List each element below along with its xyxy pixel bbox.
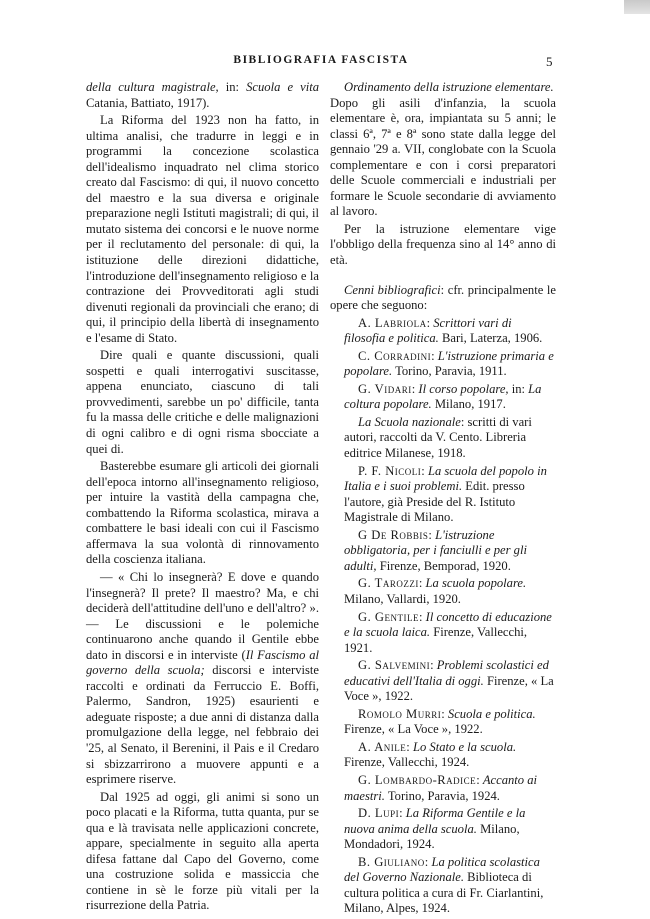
reference-title: Problemi scolastici ed educativi dell'Italia di oggi. [344, 658, 549, 688]
reference-author: A. Labriola [358, 315, 427, 330]
reference-title: La scuola del popolo in Italia e i suoi problemi. [344, 463, 547, 494]
reference-author: B. Giuliano [358, 854, 425, 869]
bibliography-entry: G. Lombardo-Radice: Accanto ai maestri. Torino, Paravia, 1924. [344, 772, 538, 803]
reference-author: C. Corradini [358, 348, 432, 363]
reference-publication: Milano, 1917. [431, 397, 506, 412]
reference-author: A. Anile [358, 739, 407, 754]
reference-author: G. Salvemini [358, 658, 431, 673]
reference-publication: Firenze, Vallecchi, 1921. [344, 625, 528, 655]
reference-title: La Riforma Gentile e la nuova anima della scuola. [344, 806, 526, 836]
paragraph-discussioni: Dire quali e quante discussioni, quali sospetti e quali interrogativi suscitasse, appena enunciato, ciascuno di tali provvedimenti, sarebbe un po' difficile, tanta fu la massa delle critiche e delle malignazioni di ogni calibro e di ogni risma sbocciate a quei di. [86, 348, 319, 456]
reference-title: L'istruzione primaria e popolare. [344, 348, 554, 379]
reference-author: D. Lupi [358, 806, 400, 821]
reference-publication: Firenze, « La Voce », 1922. [344, 722, 483, 737]
left-column [86, 80, 319, 916]
reference-title: La scuola popolare. [425, 576, 527, 591]
bibliography-intro: Cenni bibliografici: cfr. principalmente le opere che seguono: [330, 282, 556, 313]
reference-author: G. Vidari [358, 381, 412, 396]
reference-title: La politica scolastica del Governo Nazionale. [344, 854, 540, 885]
reference-title: Il corso popolare, [418, 381, 509, 396]
reference-publication: Milano, Vallardi, 1920. [344, 591, 461, 606]
reference-publication: Bari, Laterza, 1906. [438, 331, 543, 346]
page-edge-shadow [624, 0, 650, 14]
reference-title: Scrittori vari di filosofia e politica. [344, 315, 512, 346]
reference-author: P. F. Nicoli [358, 463, 422, 478]
bibliography-entry: C. Corradini: L'istruzione primaria e popolare. Torino, Paravia, 1911. [344, 348, 554, 379]
page-number: 5 [546, 54, 553, 69]
bibliography-entry: A. Anile: Lo Stato e la scuola. Firenze, Vallecchi, 1924. [344, 739, 517, 770]
bibliography-entry: A. Labriola: Scrittori vari di filosofia e politica. Bari, Laterza, 1906. [344, 315, 543, 346]
bibliography-entry: Romolo Murri: Scuola e politica. Firenze, « La Voce », 1922. [344, 706, 536, 737]
bibliography-entry: P. F. Nicoli: La scuola del popolo in Italia e i suoi problemi. Edit. presso l'autore, già Preside del R. Istituto Magistrale di Milano. [344, 463, 547, 525]
paragraph-obbligo: Per la istruzione elementare vige l'obbligo della frequenza sino al 14° anno di età. [330, 221, 556, 268]
bibliography-list [330, 316, 556, 917]
bibliography-entry: G. Salvemini: Problemi scolastici ed educativi dell'Italia di oggi. Firenze, « La Voce », 1922. [344, 658, 554, 704]
running-header: BIBLIOGRAFIA FASCISTA [233, 54, 409, 66]
reference-author: G. Tarozzi [358, 576, 419, 591]
paragraph-riforma-1923: La Riforma del 1923 non ha fatto, in ultima analisi, che tradurre in leggi e in programmi la concezione scolastica dell'idealismo inquadrato nel clima storico creato dal Fascismo: di qui, il nuovo concetto del maestro e la sua diversa e originale preparazione negli Istituti magistrali; di qui, il mutato sistema dei concorsi e le nuove norme per il reclutamento del personale: di qui, la istituzione delle direzioni didattiche, l'introduzione dell'insegnamento religioso e la contrazione dei Provveditorati agli studi divenuti regionali da provinciali che erano; di qui, il principio della libertà di insegnamento e l'esame di Stato. [86, 113, 319, 345]
reference-title: La coltura popolare. [344, 381, 542, 412]
reference-publication: Torino, Paravia, 1911. [392, 364, 507, 379]
section-title: Ordinamento della istruzione elementare. [344, 80, 554, 94]
paragraph-dal-1925: Dal 1925 ad oggi, gli animi si sono un poco placati e la Riforma, tutta quanta, pur se qua e là travisata nelle applicazioni concrete, appare, specialmente in seguito alla aperta difesa fattane dal Capo del Governo, come una costruzione solida e massiccia che contiene in sè le forze più vitali per la risurrezione della Patria. [86, 789, 319, 913]
reference-title: Scuola e politica. [447, 706, 536, 721]
reference-publication: Firenze, Vallecchi, 1924. [344, 755, 470, 770]
bibliography-entry: D. Lupi: La Riforma Gentile e la nuova anima della scuola. Milano, Mondadori, 1924. [344, 806, 526, 852]
reference-publication: Torino, Paravia, 1924. [384, 788, 500, 803]
reference-title: Lo Stato e la scuola. [412, 739, 517, 754]
paragraph-chi-lo-insegnera: — « Chi lo insegnerà? E dove e quando l'insegnerà? Il prete? Il maestro? Ma, e chi deciderà dell'attitudine dell'uno e dell'altro? ». — Le discussioni e le polemiche continuarono anche quando il Gentile ebbe dato in discorsi e in interviste (Il Fascismo al governo della scuola; discorsi e interviste raccolti e ordinati da Ferruccio E. Boffi, Palermo, Sandron, 1925) esaurienti e adeguate risposte; a due anni di distanza dalla promulgazione della legge, nel febbraio dei '25, al Senato, il Berenini, il Pais e il Credaro si sbizzarrirono a muovere appunti e a esprimere riserve. [86, 569, 320, 787]
reference-publication: Milano, Mondadori, 1924. [344, 821, 520, 852]
paragraph-continuation: della cultura magistrale, in: Scuola e vita Catania, Battiato, 1917). [86, 80, 319, 110]
reference-title: Accanto ai maestri. [344, 772, 538, 803]
reference-author: G De Robbis [358, 527, 429, 542]
reference-title: Il concetto di educazione e la scuola laica. [344, 609, 552, 640]
reference-title: La Scuola nazionale [358, 414, 461, 429]
reference-author: G. Lombardo-Radice [358, 772, 477, 787]
bibliography-entry: G. Tarozzi: La scuola popolare. Milano, Vallardi, 1920. [344, 576, 527, 606]
reference-publication: : scritti di vari autori, raccolti da V. Cento. Libreria editrice Milanese, 1918. [344, 414, 532, 461]
reference-publication: in: [508, 381, 529, 396]
reference-publication: Firenze, « La Voce », 1922. [344, 673, 554, 704]
bibliography-entry: G. Gentile: Il concetto di educazione e la scuola laica. Firenze, Vallecchi, 1921. [344, 609, 552, 655]
reference-publication: Edit. presso l'autore, già Preside del R. Istituto Magistrale di Milano. [344, 479, 525, 525]
right-column [330, 80, 556, 919]
paragraph-esumare: Basterebbe esumare gli articoli dei giornali dell'epoca intorno all'insegnamento religioso, per intuire la vastità della campagna che, combattendo la Riforma scolastica, mirava a combattere le basi ideali con cui il Fascismo affermava la sua volontà di rinnovamento della coscienza italiana. [86, 459, 319, 567]
reference-title: L'istruzione obbligatoria, per i fanciulli e per gli adulti, [344, 527, 527, 573]
bibliography-entry: G. Vidari: Il corso popolare, in: La coltura popolare. Milano, 1917. [344, 381, 542, 412]
reference-publication: Firenze, Bemporad, 1920. [376, 558, 511, 573]
reference-author: Romolo Murri [358, 706, 442, 721]
bibliography-entry [330, 415, 556, 462]
reference-author: G. Gentile [358, 609, 419, 624]
paragraph-asili: Dopo gli asili d'infanzia, la scuola elementare è, ora, impiantata su 5 anni; le classi 6ª, 7ª e 8ª sono state dalla legge del gennaio '29 a. VII, conglobate con la Scuola complementare e con i corsi preparatori delle Scuole commerciali e industriali per formare le Scuole secondarie di avviamento al lavoro. [330, 95, 556, 219]
reference-publication: Biblioteca di cultura politica a cura di Fr. Ciarlantini, Milano, Alpes, 1924. [344, 870, 544, 916]
bibliography-entry: G De Robbis: L'istruzione obbligatoria, per i fanciulli e per gli adulti, Firenze, Bemporad, 1920. [344, 527, 527, 573]
bibliography-entry: B. Giuliano: La politica scolastica del Governo Nazionale. Biblioteca di cultura politica a cura di Fr. Ciarlantini, Milano, Alpes, 1924. [344, 854, 544, 916]
